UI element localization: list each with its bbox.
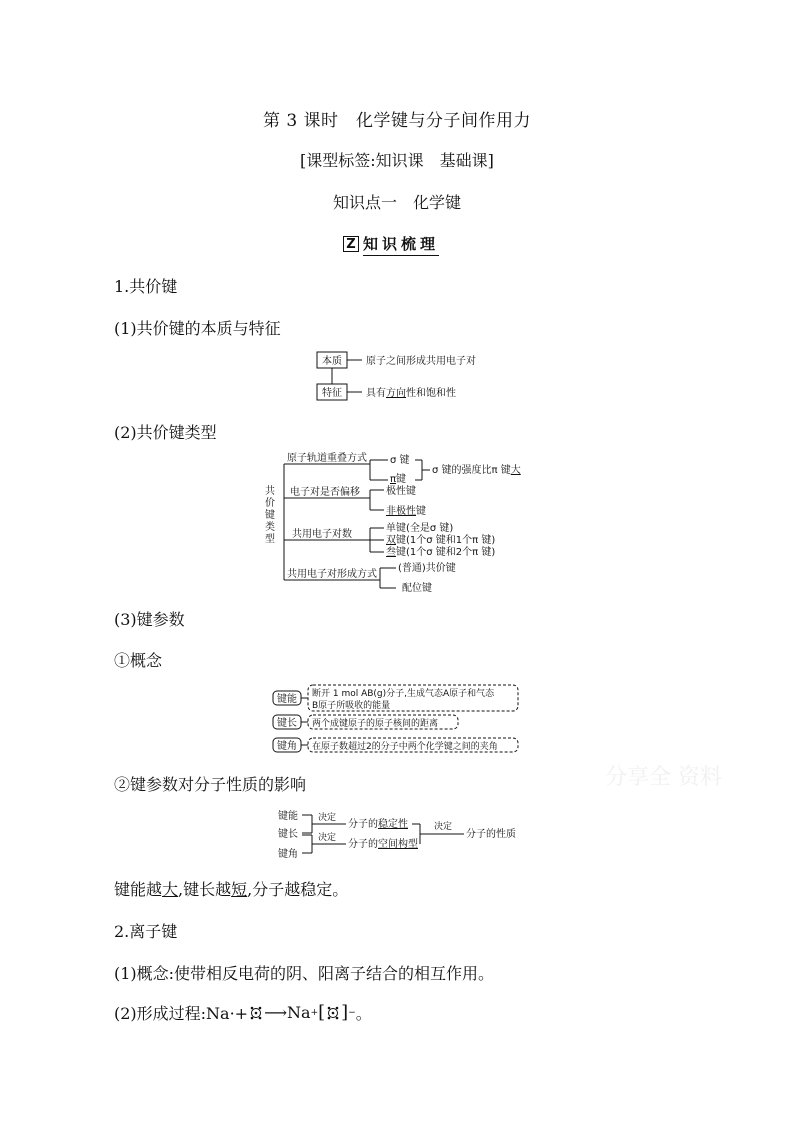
banner-text: 知识梳理 [363,233,439,256]
sigma-pi-note: σ 键的强度比π 键大 [432,465,521,476]
diagram-bond-types [260,450,540,598]
bond-angle-def: 在原子数超过2的分子中两个化学键之间的夹角 [312,742,498,752]
left-label-4: 类 [265,522,275,533]
subheading-nature: (1)共价键的本质与特征 [114,319,281,338]
molecular-properties: 分子的性质 [466,829,516,840]
determine-label-1: 决定 [318,813,337,823]
label-bond-angle: 键角 [277,741,297,752]
knowledge-point-title: 知识点一 化学键 [332,193,461,212]
subheading-concept: ①概念 [114,651,163,670]
pi-bond: π键 [390,474,407,485]
lesson-title: 第 3 课时 化学键与分子间作用力 [262,111,532,131]
inf-bond-angle: 键角 [278,849,298,860]
left-label-3: 键 [265,510,275,521]
lesson-type-tag: [课型标签:知识课 基础课] [300,151,494,170]
bond-energy-def-1: 断开 1 mol AB(g)分子,生成气态A原子和气态 [312,689,495,699]
triple-bond: 叁键(1个σ 键和2个π 键) [386,547,496,558]
ionic-formation: (2)形成过程:Na·+ ⟶ Na + [ ] − 。 [114,1002,372,1023]
heading-covalent-bond: 1.共价键 [114,277,178,296]
polar-bond: 极性键 [386,486,416,497]
single-bond: 单键(全是σ 键) [386,523,454,534]
cat-formation: 共用电子对形成方式 [287,569,377,580]
diagram-parameter-influence [274,806,524,862]
z-logo-icon: Z [343,236,359,252]
chloride-dot-structure-icon [325,1004,341,1022]
box-nature-label: 本质 [322,356,342,367]
section-banner [343,234,439,254]
subheading-bond-parameters: (3)键参数 [114,610,185,629]
determine-label-2: 决定 [318,833,337,843]
nonpolar-bond: 非极性键 [386,506,426,517]
bond-energy-def-2: B原子所吸收的能量 [312,701,391,711]
inf-bond-length: 键长 [278,829,298,840]
sigma-bond: σ 键 [390,455,410,466]
label-bond-length: 键长 [277,718,297,729]
ionic-concept: (1)概念:使带相反电荷的阴、阳离子结合的相互作用。 [114,964,495,983]
watermark: 分享全 资料 [605,765,722,790]
box-feature-label: 特征 [322,388,342,399]
spatial-structure: 分子的空间构型 [348,839,418,850]
inf-bond-energy: 键能 [278,811,298,822]
subheading-influence: ②键参数对分子性质的影响 [114,775,307,794]
diagram-nature-features [314,350,524,402]
heading-ionic-bond: 2.离子键 [114,922,178,941]
cat-count: 共用电子对数 [292,529,352,540]
diagram-bond-parameter-concepts [270,684,522,756]
cat-overlap: 原子轨道重叠方式 [287,453,367,464]
left-label-2: 价 [265,498,275,509]
coordinate-bond: 配位键 [402,583,432,594]
cat-shift: 电子对是否偏移 [290,487,360,498]
subheading-types: (2)共价键类型 [114,423,217,442]
determine-label-3: 决定 [434,822,453,832]
left-label-5: 型 [265,534,275,545]
bond-length-def: 两个成键原子的原子核间的距离 [312,719,439,729]
feature-text: 具有方向性和饱和性 [366,388,456,399]
conclusion: 键能越大,键长越短,分子越稳定。 [114,880,349,899]
double-bond: 双键(1个σ 键和1个π 键) [386,535,496,546]
left-label-1: 共 [265,486,275,497]
normal-covalent-bond: (普通)共价键 [398,563,456,574]
nature-text: 原子之间形成共用电子对 [366,356,476,367]
label-bond-energy: 键能 [277,694,297,705]
stability: 分子的稳定性 [348,819,408,830]
cl-dot-structure-icon [248,1004,264,1022]
